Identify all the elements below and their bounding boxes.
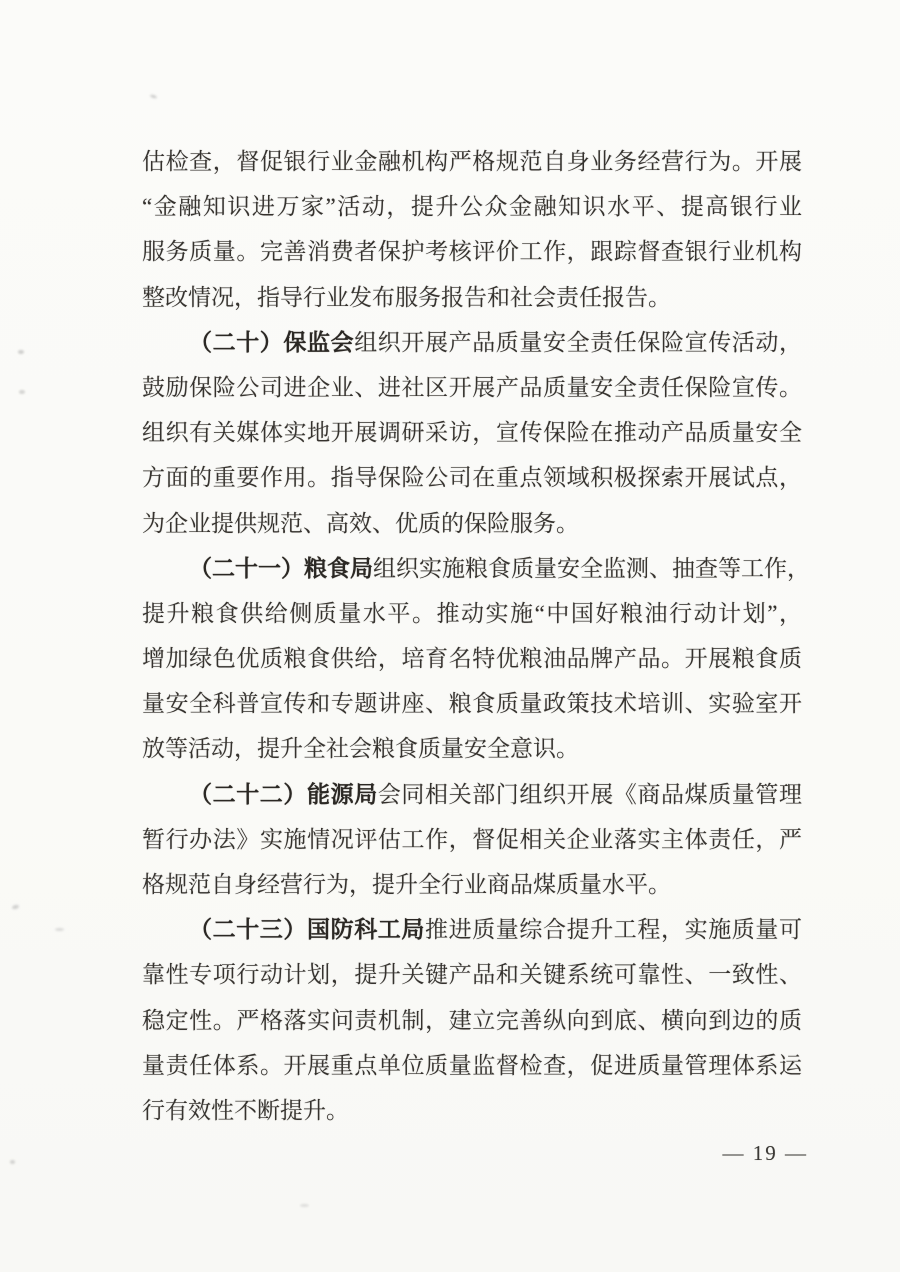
section-heading: （二十一）粮食局 — [189, 555, 373, 581]
text-segment: 稳定性。严格落实问责机制，建立完善纵向到底、横向到边的质 — [142, 1007, 802, 1033]
text-segment: 组织有关媒体实地开展调研采访，宣传保险在推动产品质量安全 — [142, 420, 802, 446]
text-segment: 组织开展产品质量安全责任保险宣传活动， — [354, 329, 803, 355]
text-segment: 增加绿色优质粮食供给，培育名特优粮油品牌产品。开展粮食质 — [142, 646, 802, 672]
text-line — [142, 862, 802, 907]
text-segment: 行有效性不断提升。 — [142, 1097, 349, 1123]
text-line — [142, 320, 802, 365]
text-segment: 格规范自身经营行为，提升全行业商品煤质量水平。 — [142, 872, 671, 897]
paragraph — [142, 546, 810, 772]
text-segment: 服务质量。完善消费者保护考核评价工作，跟踪督查银行业机构 — [142, 239, 802, 265]
text-segment: 量责任体系。开展重点单位质量监督检查，促进质量管理体系运 — [142, 1052, 802, 1078]
text-line — [142, 184, 802, 229]
text-segment: 暂行办法》实施情况评估工作，督促相关企业落实主体责任，严 — [142, 826, 802, 852]
text-line — [142, 817, 802, 862]
text-line — [142, 501, 802, 546]
text-segment: 方面的重要作用。指导保险公司在重点领域积极探索开展试点， — [142, 465, 802, 491]
scan-speckle — [150, 94, 158, 99]
paragraph — [142, 320, 802, 546]
section-heading: （二十）保监会 — [189, 329, 355, 355]
paragraph — [142, 907, 802, 1133]
text-segment: 放等活动，提升全社会粮食质量安全意识。 — [142, 736, 579, 762]
paragraph — [142, 139, 802, 320]
scan-speckle — [300, 1204, 309, 1207]
text-segment: 整改情况，指导行业发布服务报告和社会责任报告。 — [142, 284, 671, 310]
scan-speckle — [10, 1160, 15, 1164]
text-line — [142, 952, 802, 997]
paragraph — [142, 772, 802, 908]
text-line — [142, 1043, 802, 1088]
text-segment: 推进质量综合提升工程，实施质量可 — [425, 917, 803, 943]
text-segment: 会同相关部门组织开展《商品煤质量管理 — [377, 781, 803, 807]
text-segment: “金融知识进万家”活动，提升公众金融知识水平、提高银行业 — [142, 194, 802, 220]
text-line — [142, 591, 802, 636]
text-line — [142, 772, 802, 817]
text-line — [142, 139, 802, 184]
text-segment: 靠性专项行动计划，提升关键产品和关键系统可靠性、一致性、 — [142, 962, 802, 988]
text-line — [142, 365, 802, 410]
text-segment: 估检查，督促银行业金融机构严格规范自身业务经营行为。开展 — [142, 149, 802, 174]
text-line — [142, 455, 802, 500]
text-segment: 提升粮食供给侧质量水平。推动实施“中国好粮油行动计划”， — [142, 600, 802, 626]
scan-speckle — [19, 390, 25, 394]
text-line — [142, 907, 802, 952]
text-segment: 为企业提供规范、高效、优质的保险服务。 — [142, 510, 579, 536]
page-number: — 19 — — [722, 1141, 808, 1165]
text-line — [142, 410, 802, 455]
scan-speckle — [18, 350, 24, 354]
text-line — [142, 229, 802, 274]
text-segment: 量安全科普宣传和专题讲座、粮食质量政策技术培训、实验室开 — [142, 691, 802, 717]
text-line — [142, 546, 810, 591]
scan-speckle — [12, 904, 20, 910]
scan-speckle — [55, 928, 64, 931]
text-line — [142, 998, 802, 1043]
section-heading: （二十三）国防科工局 — [189, 917, 425, 943]
document-body — [142, 139, 810, 1133]
text-line — [142, 681, 802, 726]
text-line — [142, 726, 802, 771]
section-heading: （二十二）能源局 — [189, 781, 378, 807]
text-line — [142, 1088, 802, 1133]
text-segment: 鼓励保险公司进企业、进社区开展产品质量安全责任保险宣传。 — [142, 374, 802, 400]
text-segment: 组织实施粮食质量安全监测、抽查等工作， — [373, 555, 810, 581]
text-line — [142, 275, 802, 320]
text-line — [142, 636, 802, 681]
